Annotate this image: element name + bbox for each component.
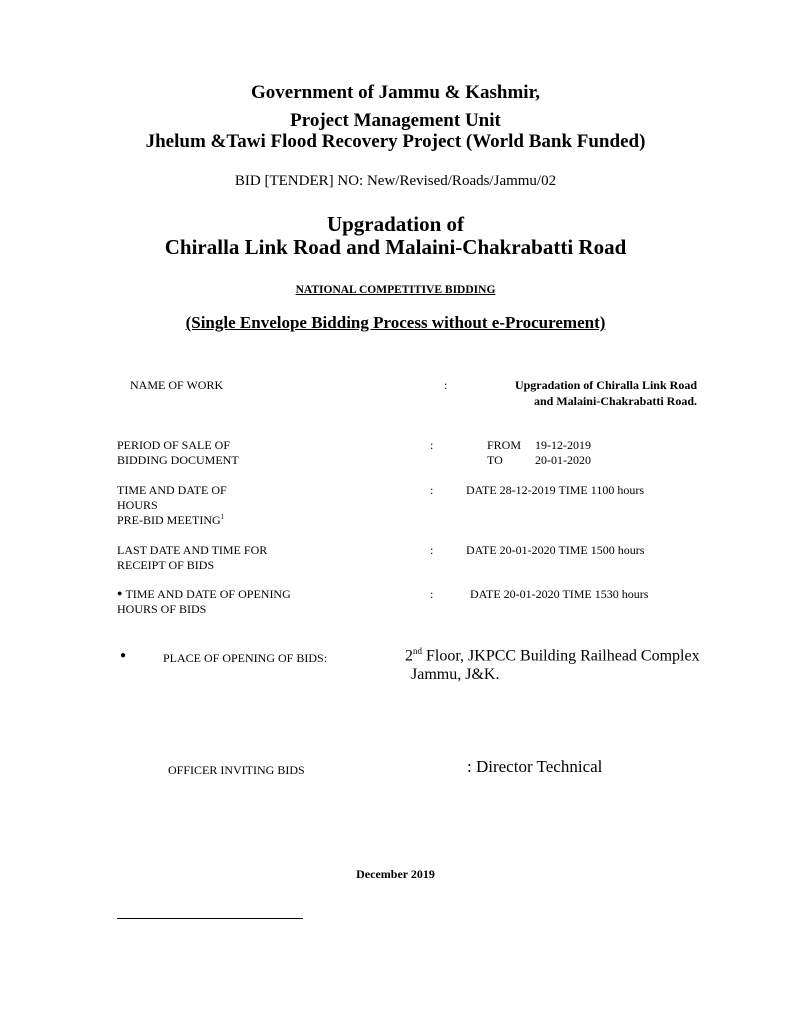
period-of-sale-colon: : [430,438,434,452]
opening-label-2: HOURS OF BIDS [117,602,207,616]
officer-value: : Director Technical [467,757,603,776]
name-of-work-value-1: Upgradation of Chiralla Link Road [514,378,697,392]
pre-bid-label-2: HOURS [117,498,158,512]
pre-bid-colon: : [430,483,434,497]
pre-bid-label-1: TIME AND DATE OF [117,483,227,497]
officer-label: OFFICER INVITING BIDS [168,763,305,777]
place-label: PLACE OF OPENING OF BIDS: [163,651,328,665]
period-of-sale-label-1: PERIOD OF SALE OF [117,438,231,452]
name-of-work-value-2: and Malaini-Chakrabatti Road. [533,394,697,408]
last-date-colon: : [430,543,434,557]
bullet-icon: ● [120,650,127,661]
pre-bid-value: DATE 28-12-2019 TIME 1100 hours [466,483,644,497]
bidding-process: (Single Envelope Bidding Process without e-Procurement) [185,313,606,332]
bid-number: BID [TENDER] NO: New/Revised/Roads/Jammu/02 [234,173,557,189]
from-label: FROM [487,438,522,452]
bidding-type: NATIONAL COMPETITIVE BIDDING [295,284,496,296]
last-date-label-1: LAST DATE AND TIME FOR [117,543,268,557]
bullet-icon: ● [117,588,123,598]
opening-label-1: ● TIME AND DATE OF OPENING [117,587,291,601]
project-name-heading: Jhelum &Tawi Flood Recovery Project (World Bank Funded) [145,131,646,152]
footnote-separator [117,918,303,919]
title-line-1: Upgradation of [326,212,465,236]
pre-bid-label-3: PRE-BID MEETING$^1$ [117,513,225,527]
footnote-marker: 1 [220,513,225,521]
last-date-value: DATE 20-01-2020 TIME 1500 hours [466,543,645,557]
document-date: December 2019 [356,867,435,881]
last-date-label-2: RECEIPT OF BIDS [117,558,215,572]
opening-value: DATE 20-01-2020 TIME 1530 hours [470,587,649,601]
period-of-sale-label-2: BIDDING DOCUMENT [117,453,239,467]
from-date: 19-12-2019 [535,438,591,452]
government-heading: Government of Jammu & Kashmir, [250,82,541,103]
place-value-2: Jammu, J&K. [411,666,500,683]
to-date: 20-01-2020 [535,453,591,467]
name-of-work-label: NAME OF WORK [130,378,224,392]
title-line-2: Chiralla Link Road and Malaini-Chakrabatti Road [164,235,627,259]
project-unit-heading: Project Management Unit [290,110,501,131]
place-value-1: 2nd Floor, JKPCC Building Railhead Complex [405,646,700,665]
opening-colon: : [430,587,434,601]
to-label: TO [487,453,503,467]
name-of-work-colon: : [444,378,448,392]
